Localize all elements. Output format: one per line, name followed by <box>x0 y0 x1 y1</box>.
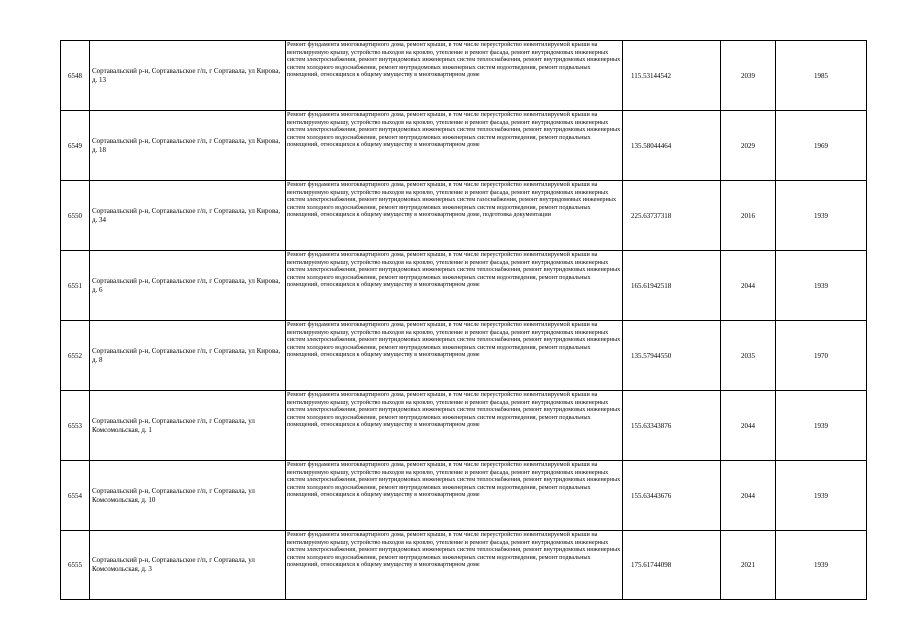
repair-cost: 115.53144542 <box>623 41 721 111</box>
row-number: 6552 <box>61 321 90 391</box>
building-address: Сортавальский р-н, Сортавальское г/п, г Сортавала, ул Кирова, д. 8 <box>90 321 286 391</box>
planned-year: 2044 <box>721 391 776 461</box>
repair-works: Ремонт фундамента многоквартирного дома, ремонт крыши, в том числе переустройство невентилируемой крыши на вентилируемую крышу, устройство выходов на кровлю, утепление и ремонт фасада, ремонт внутридомовых инженерных систем электроснабжения, ремонт внутридомовых инженерных систем теплоснабжения, ремонт внутридомовых инженерных систем холодного водоснабжения, ремонт внутридомовых инженерных систем водоотведения, ремонт подвальных помещений, относящихся к общему имуществу в многоквартирном доме <box>286 251 623 321</box>
building-address: Сортавальский р-н, Сортавальское г/п, г Сортавала, ул Кирова, д. 6 <box>90 251 286 321</box>
construction-year: 1939 <box>776 461 867 531</box>
planned-year: 2029 <box>721 111 776 181</box>
repair-cost: 175.61744098 <box>623 531 721 600</box>
table-row <box>61 321 867 391</box>
planned-year: 2035 <box>721 321 776 391</box>
repair-cost: 165.61942518 <box>623 251 721 321</box>
table-row <box>61 41 867 111</box>
repair-works: Ремонт фундамента многоквартирного дома, ремонт крыши, в том числе переустройство невентилируемой крыши на вентилируемую крышу, устройство выходов на кровлю, утепление и ремонт фасада, ремонт внутридомовых инженерных систем электроснабжения, ремонт внутридомовых инженерных систем теплоснабжения, ремонт внутридомовых инженерных систем холодного водоснабжения, ремонт внутридомовых инженерных систем водоотведения, ремонт подвальных помещений, относящихся к общему имуществу в многоквартирном доме <box>286 41 623 111</box>
construction-year: 1939 <box>776 531 867 600</box>
building-address: Сортавальский р-н, Сортавальское г/п, г Сортавала, ул Комсомольская, д. 3 <box>90 531 286 600</box>
repair-works: Ремонт фундамента многоквартирного дома, ремонт крыши, в том числе переустройство невентилируемой крыши на вентилируемую крышу, устройство выходов на кровлю, утепление и ремонт фасада, ремонт внутридомовых инженерных систем электроснабжения, ремонт внутридомовых инженерных систем теплоснабжения, ремонт внутридомовых инженерных систем холодного водоснабжения, ремонт внутридомовых инженерных систем водоотведения, ремонт подвальных помещений, относящихся к общему имуществу в многоквартирном доме <box>286 111 623 181</box>
construction-year: 1970 <box>776 321 867 391</box>
building-address: Сортавальский р-н, Сортавальское г/п, г Сортавала, ул Кирова, д. 18 <box>90 111 286 181</box>
repair-works: Ремонт фундамента многоквартирного дома, ремонт крыши, в том числе переустройство невентилируемой крыши на вентилируемую крышу, устройство выходов на кровлю, утепление и ремонт фасада, ремонт внутридомовых инженерных систем электроснабжения, ремонт внутридомовых инженерных систем теплоснабжения, ремонт внутридомовых инженерных систем холодного водоснабжения, ремонт внутридомовых инженерных систем водоотведения, ремонт подвальных помещений, относящихся к общему имуществу в многоквартирном доме <box>286 321 623 391</box>
repair-cost: 225.63737318 <box>623 181 721 251</box>
planned-year: 2016 <box>721 181 776 251</box>
table-row <box>61 251 867 321</box>
repair-works: Ремонт фундамента многоквартирного дома, ремонт крыши, в том числе переустройство невентилируемой крыши на вентилируемую крышу, устройство выходов на кровлю, утепление и ремонт фасада, ремонт внутридомовых инженерных систем электроснабжения, ремонт внутридомовых инженерных систем теплоснабжения, ремонт внутридомовых инженерных систем холодного водоснабжения, ремонт внутридомовых инженерных систем водоотведения, ремонт подвальных помещений, относящихся к общему имуществу в многоквартирном доме <box>286 461 623 531</box>
table-row <box>61 181 867 251</box>
repair-cost: 135.57944550 <box>623 321 721 391</box>
table-row <box>61 461 867 531</box>
planned-year: 2021 <box>721 531 776 600</box>
repair-works: Ремонт фундамента многоквартирного дома, ремонт крыши, в том числе переустройство невентилируемой крыши на вентилируемую крышу, устройство выходов на кровлю, утепление и ремонт фасада, ремонт внутридомовых инженерных систем электроснабжения, ремонт внутридомовых инженерных систем газоснабжения, ремонт внутридомовых инженерных систем холодного водоснабжения, ремонт внутридомовых инженерных систем водоотведения, ремонт подвальных помещений, относящихся к общему имуществу в многоквартирном доме, подготовка документации <box>286 181 623 251</box>
row-number: 6555 <box>61 531 90 600</box>
table-row <box>61 531 867 600</box>
repair-program-table <box>60 40 867 600</box>
planned-year: 2044 <box>721 251 776 321</box>
row-number: 6550 <box>61 181 90 251</box>
table-row <box>61 111 867 181</box>
construction-year: 1939 <box>776 251 867 321</box>
row-number: 6548 <box>61 41 90 111</box>
row-number: 6553 <box>61 391 90 461</box>
row-number: 6554 <box>61 461 90 531</box>
building-address: Сортавальский р-н, Сортавальское г/п, г Сортавала, ул Кирова, д. 34 <box>90 181 286 251</box>
table-row <box>61 391 867 461</box>
building-address: Сортавальский р-н, Сортавальское г/п, г Сортавала, ул Кирова, д. 13 <box>90 41 286 111</box>
repair-cost: 135.58044464 <box>623 111 721 181</box>
planned-year: 2044 <box>721 461 776 531</box>
row-number: 6551 <box>61 251 90 321</box>
repair-works: Ремонт фундамента многоквартирного дома, ремонт крыши, в том числе переустройство невентилируемой крыши на вентилируемую крышу, устройство выходов на кровлю, утепление и ремонт фасада, ремонт внутридомовых инженерных систем электроснабжения, ремонт внутридомовых инженерных систем теплоснабжения, ремонт внутридомовых инженерных систем холодного водоснабжения, ремонт внутридомовых инженерных систем водоотведения, ремонт подвальных помещений, относящихся к общему имуществу в многоквартирном доме <box>286 391 623 461</box>
repair-cost: 155.63443676 <box>623 461 721 531</box>
construction-year: 1985 <box>776 41 867 111</box>
row-number: 6549 <box>61 111 90 181</box>
repair-cost: 155.63343876 <box>623 391 721 461</box>
building-address: Сортавальский р-н, Сортавальское г/п, г Сортавала, ул Комсомольская, д. 10 <box>90 461 286 531</box>
planned-year: 2039 <box>721 41 776 111</box>
building-address: Сортавальский р-н, Сортавальское г/п, г Сортавала, ул Комсомольская, д. 1 <box>90 391 286 461</box>
construction-year: 1969 <box>776 111 867 181</box>
repair-works: Ремонт фундамента многоквартирного дома, ремонт крыши, в том числе переустройство невентилируемой крыши на вентилируемую крышу, устройство выходов на кровлю, утепление и ремонт фасада, ремонт внутридомовых инженерных систем электроснабжения, ремонт внутридомовых инженерных систем теплоснабжения, ремонт внутридомовых инженерных систем холодного водоснабжения, ремонт внутридомовых инженерных систем водоотведения, ремонт подвальных помещений, относящихся к общему имуществу в многоквартирном доме <box>286 531 623 600</box>
construction-year: 1939 <box>776 391 867 461</box>
construction-year: 1939 <box>776 181 867 251</box>
